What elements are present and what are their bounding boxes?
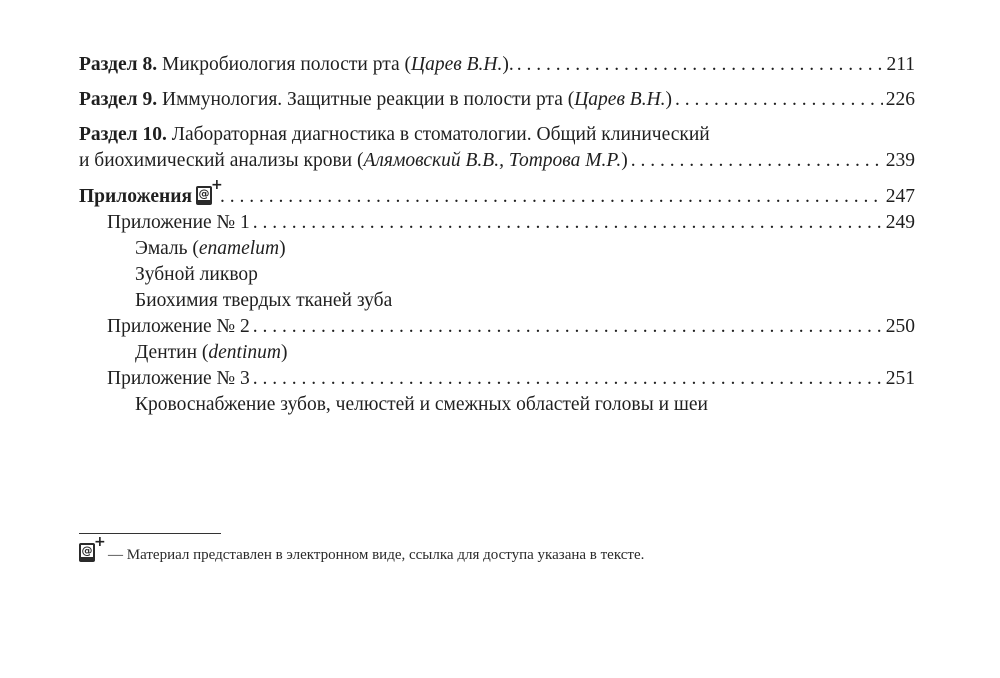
page-number: 226 <box>885 89 915 110</box>
author: Царев В.Н. <box>574 89 666 110</box>
toc-entry-appendices <box>79 177 915 210</box>
page-number: 211 <box>886 54 915 75</box>
e-resource-icon: @ + <box>79 540 100 562</box>
leader-dots <box>220 184 883 210</box>
author: Царев В.Н. <box>411 54 503 75</box>
leader-dots <box>517 52 884 78</box>
toc-entry-section-10: Раздел 10. Лабораторная диагностика в стоматологии. Общий клинический и биохимический анализы крови (Алямовский В.В., Тотрова М.Р.) . . . 239 <box>79 122 915 174</box>
page-number: 239 <box>885 150 915 171</box>
appendices-label: Приложения <box>79 186 193 207</box>
toc-subentry: Дентин (dentinum) <box>135 342 288 363</box>
page-number: 249 <box>885 212 915 233</box>
section-label: Раздел 9. <box>79 89 158 110</box>
leader-dots <box>253 314 883 340</box>
author: Алямовский В.В., Тотрова М.Р. <box>363 150 622 171</box>
footnote <box>79 534 645 566</box>
toc-subentry: Биохимия твердых тканей зуба <box>135 290 393 311</box>
leader-dots <box>253 210 883 236</box>
toc-subentry: Эмаль (enamelum) <box>135 238 286 259</box>
page-number: 250 <box>885 316 915 337</box>
toc-subentry: Зубной ликвор <box>135 264 258 285</box>
toc-subentry: Кровоснабжение зубов, челюстей и смежных областей головы и шеи <box>135 394 708 415</box>
leader-dots <box>675 87 883 113</box>
e-resource-icon: @ + <box>196 183 217 205</box>
table-of-contents <box>79 52 915 418</box>
toc-entry-section-8: Раздел 8. Микробиология полости рта (Царев В.Н.). . . . 211 <box>79 52 915 78</box>
page-number: 251 <box>885 368 915 389</box>
leader-dots <box>253 366 883 392</box>
toc-entry-appendix-2: Приложение № 2 . . . 250 <box>79 314 915 340</box>
toc-entry-appendix-3: Приложение № 3 . . . 251 <box>79 366 915 392</box>
leader-dots <box>631 148 883 174</box>
section-label: Раздел 10. <box>79 124 167 145</box>
footnote-text: — Материал представлен в электронном виде, ссылка для доступа указана в тексте. <box>108 547 645 563</box>
toc-entry-section-9: Раздел 9. Иммунология. Защитные реакции в полости рта (Царев В.Н.) . . . 226 <box>79 87 915 113</box>
section-label: Раздел 8. <box>79 54 158 75</box>
toc-entry-appendix-1: Приложение № 1 . . . 249 <box>79 210 915 236</box>
page-number: 247 <box>885 186 915 207</box>
